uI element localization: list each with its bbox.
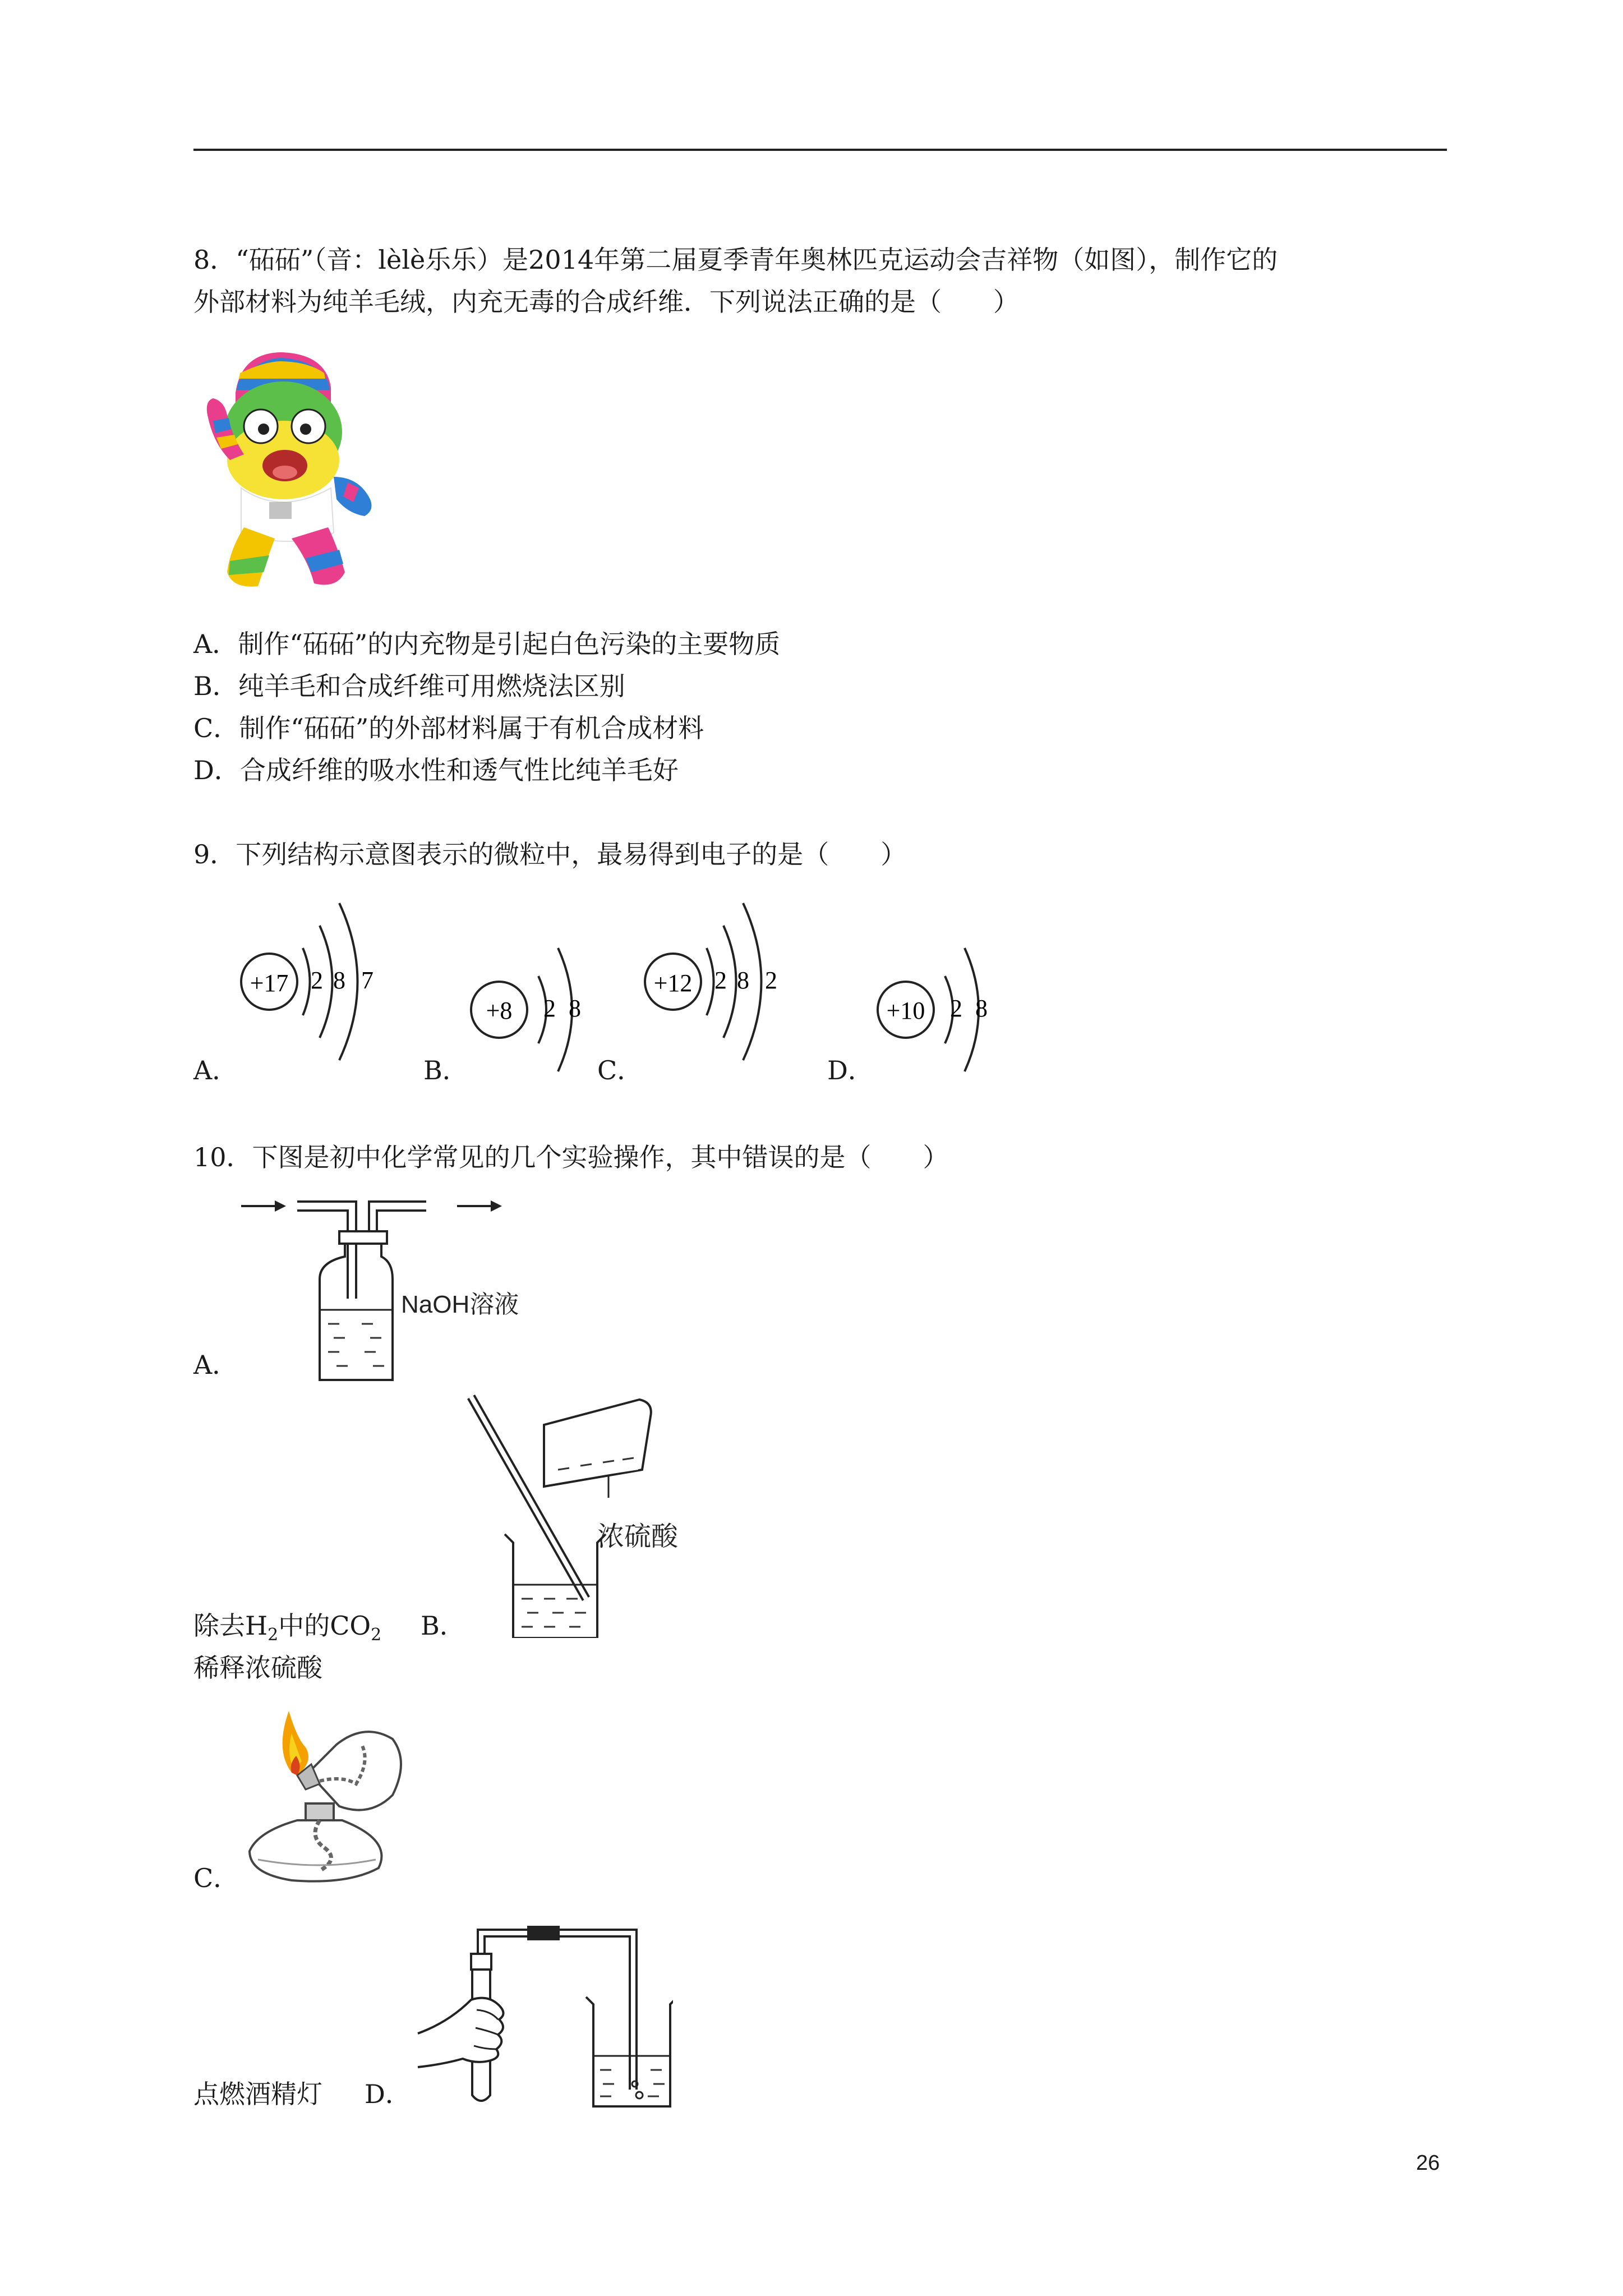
q9-stem: 9．下列结构示意图表示的微粒中，最易得到电子的是（ ） xyxy=(193,839,907,869)
nucleus-d: +10 xyxy=(886,997,925,1024)
q10-caption-b: 稀释浓硫酸 xyxy=(193,1653,322,1683)
header-rule xyxy=(193,149,1447,151)
q10-letter-a: A． xyxy=(193,1350,238,1380)
q9-letter-c: C． xyxy=(597,1055,643,1085)
atom-diagram-d xyxy=(872,931,1001,1077)
mascot-image xyxy=(196,348,387,595)
shell-b-2: 8 xyxy=(569,995,581,1022)
shell-a-3: 7 xyxy=(361,967,374,994)
shell-c-1: 2 xyxy=(714,967,727,994)
dilute-acid-figure xyxy=(460,1391,701,1638)
q10-caption-c: 点燃酒精灯 xyxy=(193,2079,322,2109)
q10-letter-d: D． xyxy=(365,2079,411,2109)
shell-a-1: 2 xyxy=(311,967,323,994)
shell-d-2: 8 xyxy=(975,995,988,1022)
shell-c-2: 8 xyxy=(737,967,749,994)
atom-diagram-a xyxy=(236,886,393,1077)
gas-washing-bottle-figure xyxy=(236,1189,550,1386)
q10-stem: 10．下图是初中化学常见的几个实验操作，其中错误的是（ ） xyxy=(193,1142,949,1172)
q8-option-a: A．制作“砳砳”的内充物是引起白色污染的主要物质 xyxy=(193,629,781,659)
shell-d-1: 2 xyxy=(950,995,962,1022)
shell-c-3: 2 xyxy=(765,967,777,994)
naoh-label: NaOH溶液 xyxy=(401,1291,519,1318)
nucleus-c: +12 xyxy=(653,969,693,997)
q10-letter-c: C． xyxy=(193,1863,239,1893)
alcohol-lamp-figure xyxy=(236,1700,409,1885)
q8-stem-line2: 外部材料为纯羊毛绒，内充无毒的合成纤维．下列说法正确的是（ ） xyxy=(193,287,1019,317)
page-number: 26 xyxy=(1416,2151,1440,2175)
q8-stem-line1: 8．“砳砳”（音：lèlè乐乐）是2014年第二届夏季青年奥林匹克运动会吉祥物（如图），制作它的 xyxy=(193,245,1278,275)
q9-letter-a: A． xyxy=(193,1055,238,1085)
nucleus-a: +17 xyxy=(250,969,289,997)
airtightness-check-figure xyxy=(415,1916,673,2109)
q9-letter-d: D． xyxy=(827,1055,874,1085)
nucleus-b: +8 xyxy=(486,997,513,1024)
q8-option-d: D．合成纤维的吸水性和透气性比纯羊毛好 xyxy=(193,755,679,785)
shell-a-2: 8 xyxy=(333,967,345,994)
q9-letter-b: B． xyxy=(423,1055,468,1085)
atom-diagram-b xyxy=(465,931,594,1077)
shell-b-1: 2 xyxy=(543,995,556,1022)
q8-option-c: C．制作“砳砳”的外部材料属于有机合成材料 xyxy=(193,713,704,743)
acid-label: 浓硫酸 xyxy=(597,1522,679,1552)
q8-option-b: B．纯羊毛和合成纤维可用燃烧法区别 xyxy=(193,671,625,701)
q10-letter-b: B． xyxy=(421,1611,465,1641)
atom-diagram-c xyxy=(639,886,796,1077)
q10-caption-a: 除去$H_2$中的$CO_2$ xyxy=(193,1611,382,1645)
